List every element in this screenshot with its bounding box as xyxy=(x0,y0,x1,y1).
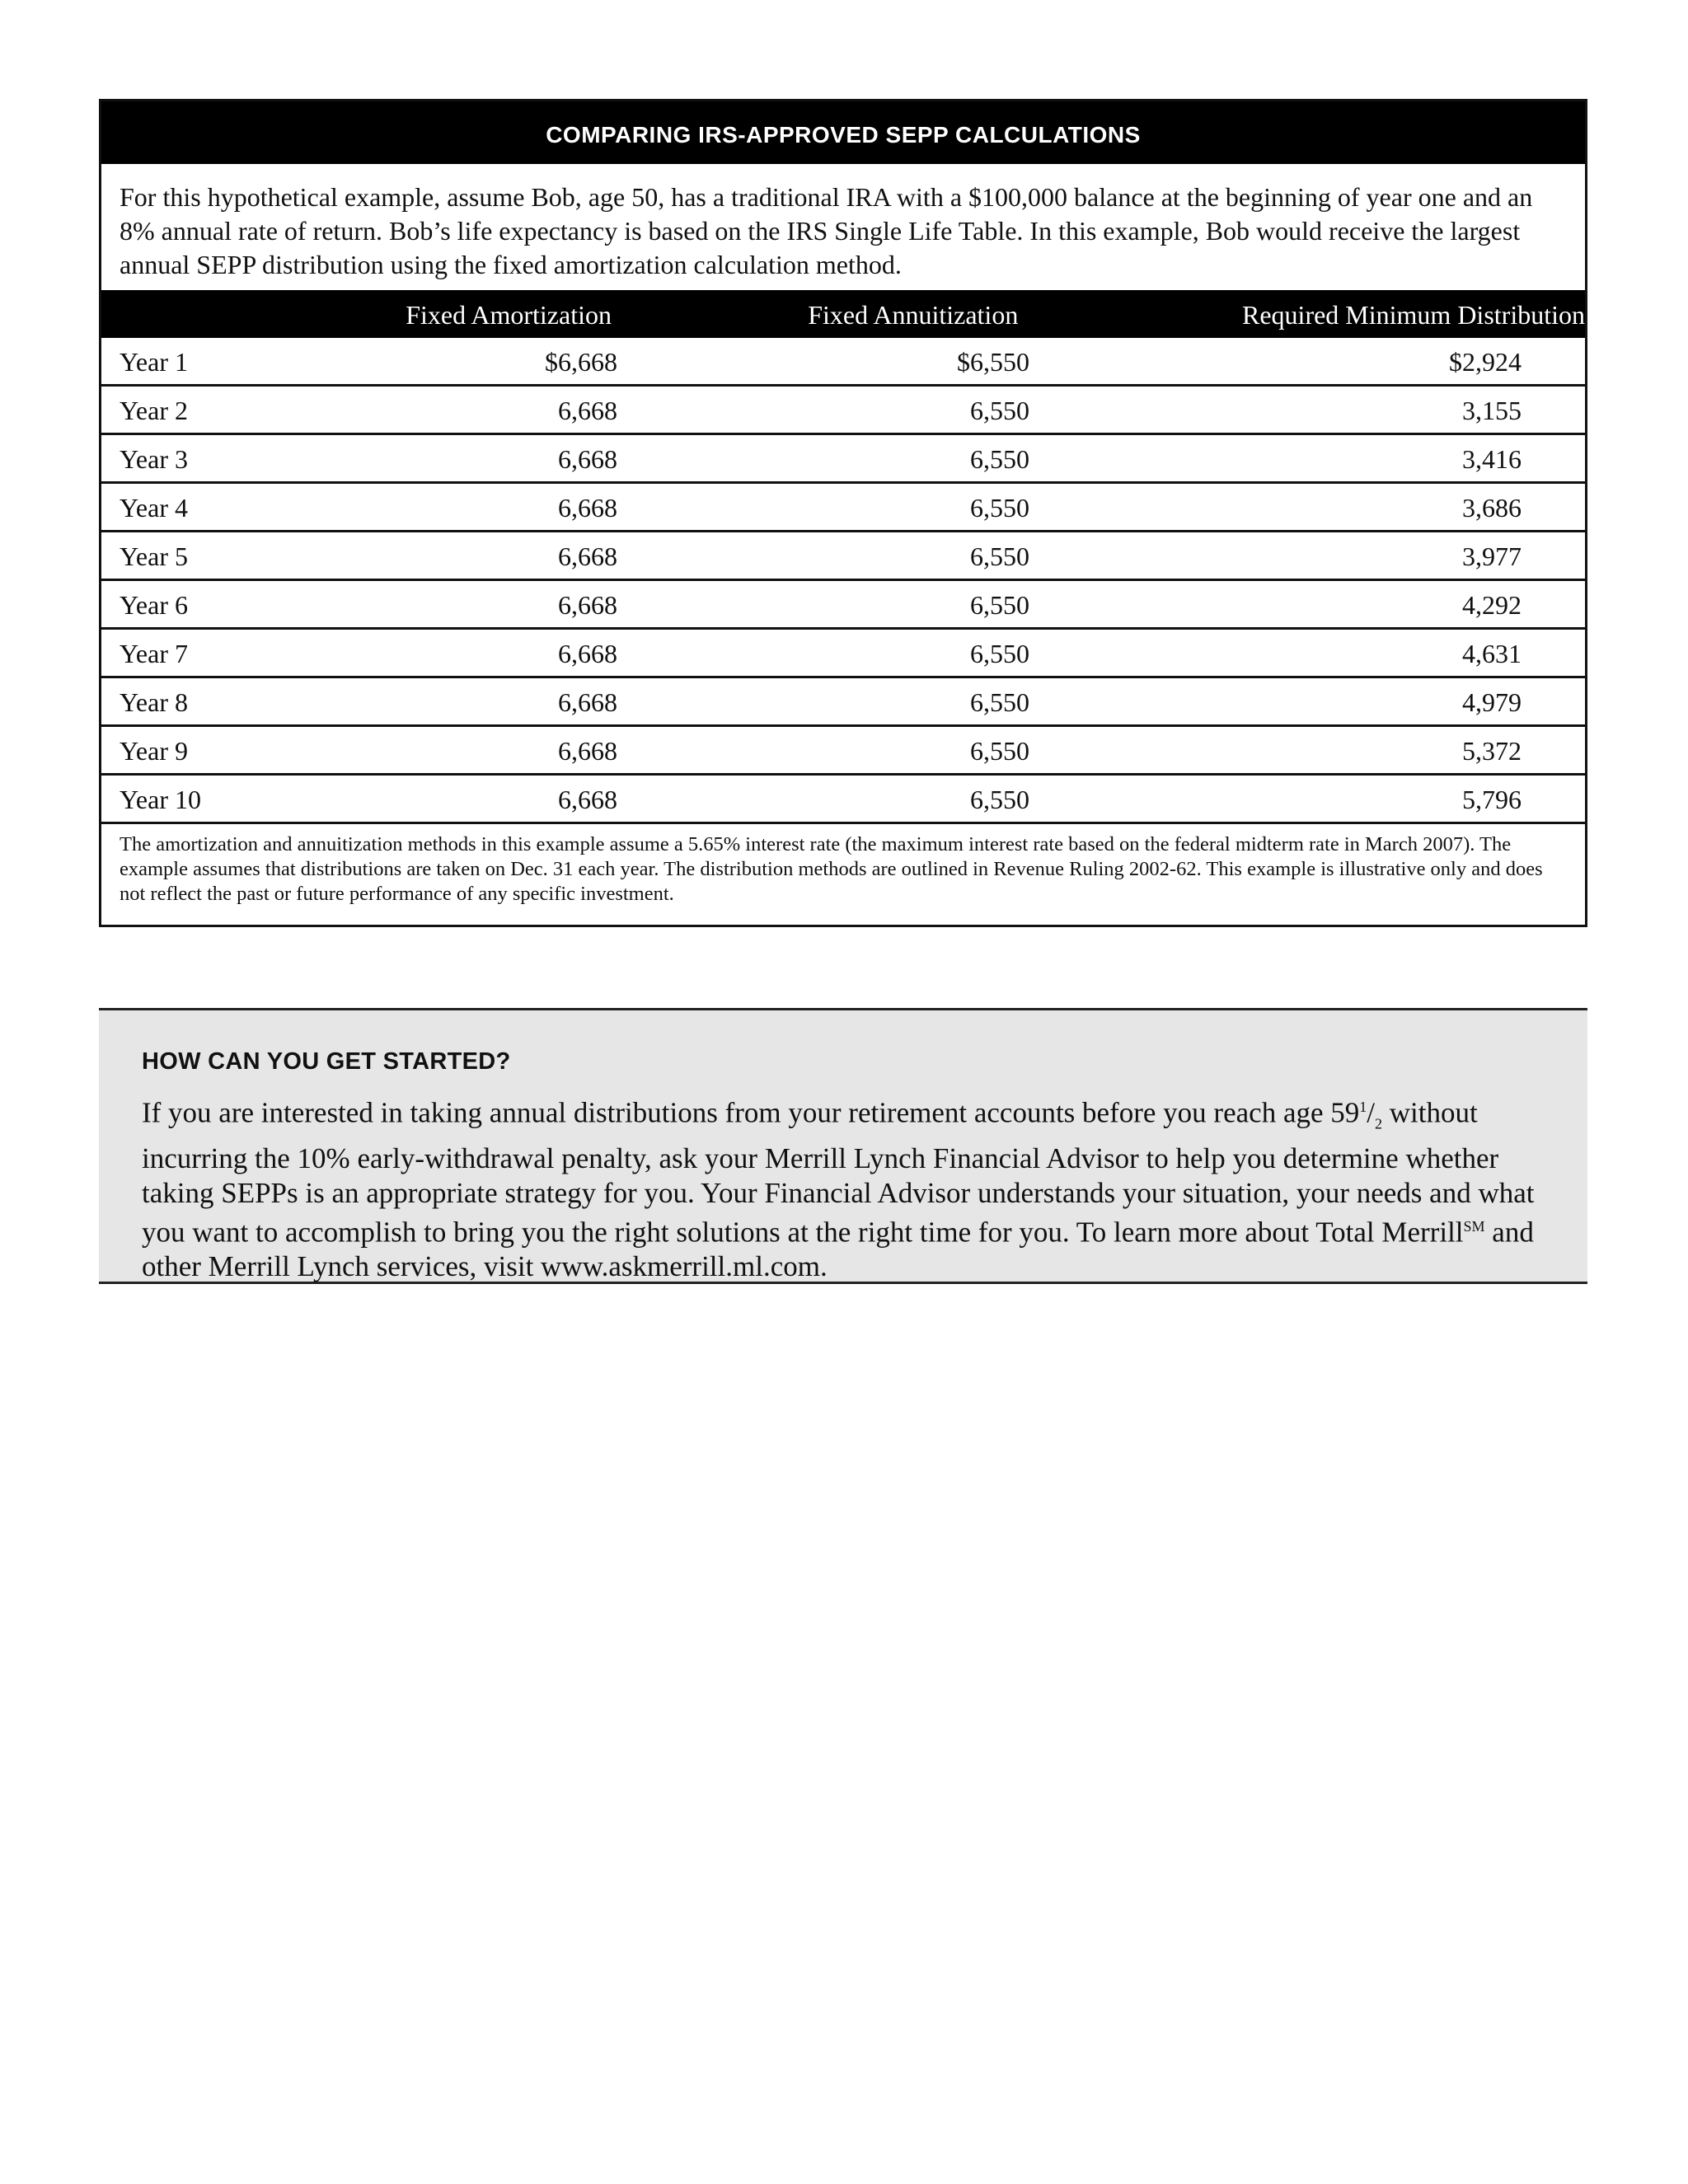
cell-amortization: 6,668 xyxy=(558,396,617,425)
get-started-heading: HOW CAN YOU GET STARTED? xyxy=(142,1048,511,1075)
table-row xyxy=(101,724,1585,773)
row-label: Year 5 xyxy=(120,541,188,571)
column-header-rmd: Required Minimum Distribution xyxy=(1242,300,1585,330)
table-title: COMPARING IRS-APPROVED SEPP CALCULATIONS xyxy=(101,101,1585,164)
table-row xyxy=(101,579,1585,627)
row-label: Year 1 xyxy=(120,347,188,377)
cell-rmd: $2,924 xyxy=(1449,347,1522,377)
cell-amortization: 6,668 xyxy=(558,687,617,717)
row-label: Year 9 xyxy=(120,736,188,766)
column-header-fixed-annuitization: Fixed Annuitization xyxy=(808,300,1019,330)
cell-amortization: 6,668 xyxy=(558,444,617,474)
table-body xyxy=(101,338,1585,822)
cell-annuitization: 6,550 xyxy=(970,785,1029,814)
cell-annuitization: 6,550 xyxy=(970,639,1029,668)
get-started-body: If you are interested in taking annual distributions from your retirement accounts before you reach age $59^1/_2$ without incurring the 10% early-withdrawal penalty, ask your Merrill Lynch Financial Advisor to help you determine whether taking SEPPs is an appropriate strategy for you. Your Financial Advisor understands your situation, your needs and what you want to accomplish to bring you the right solutions at the right time for you. To learn more about Total Merrill℠ and other Merrill Lynch services, visit www.askmerrill.ml.com. xyxy=(142,1096,1535,1283)
cell-annuitization: 6,550 xyxy=(970,541,1029,571)
cell-rmd: 4,979 xyxy=(1462,687,1522,717)
table-row xyxy=(101,481,1585,530)
cell-annuitization: 6,550 xyxy=(970,687,1029,717)
column-header-blank xyxy=(101,290,250,338)
cell-amortization: 6,668 xyxy=(558,541,617,571)
cell-rmd: 3,977 xyxy=(1462,541,1522,571)
row-label: Year 8 xyxy=(120,687,188,717)
row-label: Year 6 xyxy=(120,590,188,620)
cell-amortization: 6,668 xyxy=(558,493,617,523)
table-row xyxy=(101,338,1585,384)
service-mark: SM xyxy=(1463,1218,1485,1235)
table-row xyxy=(101,433,1585,481)
cell-rmd: 3,686 xyxy=(1462,493,1522,523)
table-row xyxy=(101,530,1585,579)
cell-amortization: 6,668 xyxy=(558,590,617,620)
row-label: Year 3 xyxy=(120,444,188,474)
cell-amortization: 6,668 xyxy=(558,785,617,814)
cell-annuitization: 6,550 xyxy=(970,736,1029,766)
row-label: Year 10 xyxy=(120,785,201,814)
row-label: Year 4 xyxy=(120,493,188,523)
body-text-part-2: without incurring the 10% early-withdrawal penalty, ask your Merrill Lynch Financial Advisor to help you determine whether taking SEPPs is an appropriate strategy for you. Your Financial Advisor understands your situation, your needs and what you want to accomplish to bring you the right solutions at the right time for you. To learn more about Total Merrill xyxy=(142,1096,1535,1249)
table-row xyxy=(101,384,1585,433)
cell-annuitization: $6,550 xyxy=(957,347,1029,377)
cell-rmd: 4,292 xyxy=(1462,590,1522,620)
table-intro: For this hypothetical example, assume Bob, age 50, has a traditional IRA with a $100,000 balance at the beginning of year one and an 8% annual rate of return. Bob’s life expectancy is based on the IRS Single Life Table. In this example, Bob would receive the largest annual SEPP distribution using the fixed amortization calculation method. xyxy=(120,182,1533,279)
fraction-denominator: 2 xyxy=(1375,1115,1382,1132)
cell-rmd: 3,416 xyxy=(1462,444,1522,474)
row-label: Year 7 xyxy=(120,639,188,668)
cell-annuitization: 6,550 xyxy=(970,396,1029,425)
cell-amortization: $6,668 xyxy=(545,347,617,377)
cell-annuitization: 6,550 xyxy=(970,590,1029,620)
cell-annuitization: 6,550 xyxy=(970,444,1029,474)
cell-rmd: 3,155 xyxy=(1462,396,1522,425)
table-row xyxy=(101,676,1585,724)
cell-amortization: 6,668 xyxy=(558,736,617,766)
cell-rmd: 5,372 xyxy=(1462,736,1522,766)
cell-rmd: 5,796 xyxy=(1462,785,1522,814)
table-footnote: The amortization and annuitization methods in this example assume a 5.65% interest rate (the maximum interest rate based on the federal midterm rate in March 2007). The example assumes that distributions are taken on Dec. 31 each year. The distribution methods are outlined in Revenue Ruling 2002-62. This example is illustrative only and does not reflect the past or future performance of any specific investment. xyxy=(101,822,1585,925)
row-label: Year 2 xyxy=(120,396,188,425)
body-text-part-1: If you are interested in taking annual distributions from your retirement accounts before you reach age 59 xyxy=(142,1096,1360,1129)
cell-rmd: 4,631 xyxy=(1462,639,1522,668)
sepp-comparison-table xyxy=(99,99,1587,927)
column-header-fixed-amortization: Fixed Amortization xyxy=(406,300,612,330)
column-header-row xyxy=(101,290,1585,338)
table-row xyxy=(101,627,1585,676)
body-text-part-3: and other Merrill Lynch services, visit www.askmerrill.ml.com. xyxy=(142,1216,1534,1283)
fraction-numerator: 1 xyxy=(1359,1099,1367,1115)
cell-annuitization: 6,550 xyxy=(970,493,1029,523)
cell-amortization: 6,668 xyxy=(558,639,617,668)
table-row xyxy=(101,773,1585,822)
get-started-panel xyxy=(99,1008,1587,1284)
